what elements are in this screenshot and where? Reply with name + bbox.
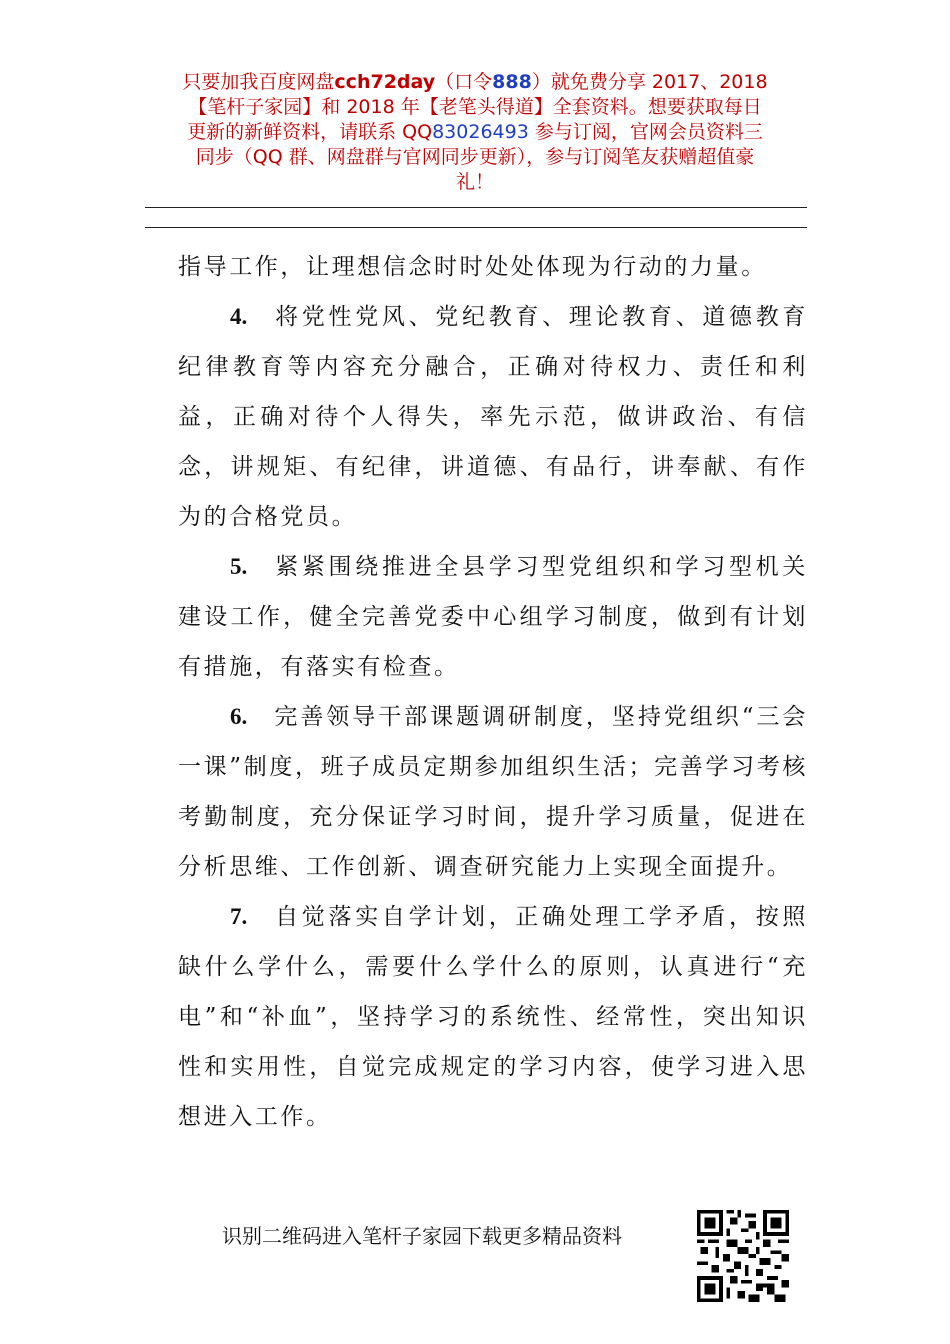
header-netdisk-id: cch72day: [334, 71, 436, 93]
intro-paragraph: 指导工作，让理想信念时时处处体现为行动的力量。: [178, 254, 767, 280]
header-line-1: [140, 70, 810, 95]
header-password: 888: [492, 71, 532, 93]
header-line-5: 礼！: [455, 171, 494, 193]
header-text: （口令: [435, 71, 493, 93]
item-text: 紧紧围绕推进全县学习型党组织和学习型机关建设工作，健全完善党委中心组学习制度，做到有计划有措施，有落实有检查。: [178, 554, 808, 680]
item-text: 完善领导干部课题调研制度，坚持党组织“三会一课”制度，班子成员定期参加组织生活；完善学习考核考勤制度，充分保证学习时间，提升学习质量，促进在分析思维、工作创新、调查研究能力上实现全面提升。: [178, 704, 808, 880]
item-text: 自觉落实自学计划，正确处理工学矛盾，按照缺什么学什么，需要什么学什么的原则，认真进行“充电”和“补血”，坚持学习的系统性、经常性，突出知识性和实用性，自觉完成规定的学习内容，使学习进入思想进入工作。: [178, 904, 808, 1130]
header-line-4: 同步（QQ 群、网盘群与官网同步更新），参与订阅笔友获赠超值豪: [195, 146, 755, 168]
qr-code-icon[interactable]: [697, 1210, 789, 1302]
item-number: 6.: [230, 704, 248, 729]
item-text: 将党性党风、党纪教育、理论教育、道德教育纪律教育等内容充分融合，正确对待权力、责任和利益，正确对待个人得失，率先示范，做讲政治、有信念，讲规矩、有纪律，讲道德、有品行，讲奉献、有作为的合格党员。: [178, 304, 808, 530]
header-qq-number: 83026493: [432, 121, 529, 143]
header-divider-top: [145, 207, 807, 208]
item-number: 4.: [230, 304, 248, 329]
item-number: 5.: [230, 554, 248, 579]
list-item: [178, 692, 808, 892]
list-item: [178, 892, 808, 1142]
header-text: 更新的新鲜资料，请联系 QQ: [187, 121, 433, 143]
footer-caption: 识别二维码进入笔杆子家园下载更多精品资料: [222, 1224, 622, 1248]
header-line-3: [140, 120, 810, 145]
list-item: [178, 292, 808, 542]
list-item: [178, 542, 808, 692]
document-body: [178, 242, 808, 1142]
header-text: ）就免费分享 2017、2018: [531, 71, 768, 93]
header-divider-bottom: [145, 227, 807, 228]
header-text: 只要加我百度网盘: [182, 71, 335, 93]
header-line-2: 【笔杆子家园】和 2018 年【老笔头得道】全套资料。想要获取每日: [188, 96, 762, 118]
item-number: 7.: [230, 904, 248, 929]
header-text: 参与订阅，官网会员资料三: [528, 121, 763, 143]
promo-header: [140, 70, 810, 195]
